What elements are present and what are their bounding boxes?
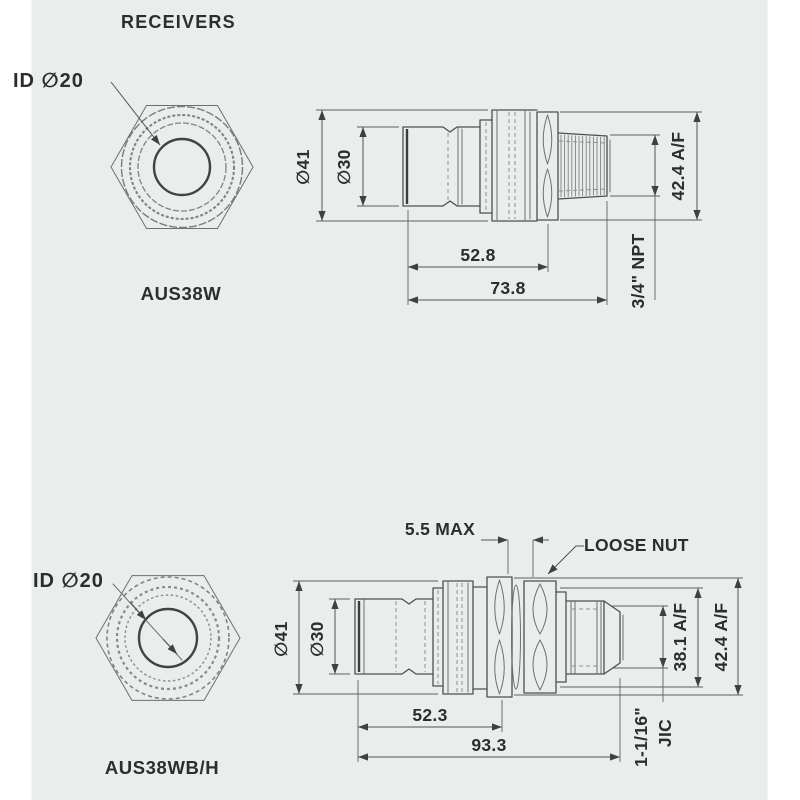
dim-thread-size: 1-1/16"	[631, 706, 651, 768]
dim-thread-type: JIC	[655, 718, 675, 748]
model-label: AUS38W	[140, 283, 222, 304]
id-label: ID ∅20	[33, 570, 104, 592]
drawing-background	[32, 0, 768, 800]
model-label: AUS38WB/H	[104, 757, 220, 778]
dim-nut-af: 38.1 A/F	[670, 602, 690, 672]
loose-nut-label: LOOSE NUT	[584, 535, 689, 555]
dim-overall-length: 93.3	[471, 735, 507, 755]
dim-body-length: 52.3	[412, 705, 448, 725]
dim-hex-af: 42.4 A/F	[711, 602, 731, 672]
dim-thread: 3/4" NPT	[628, 233, 648, 309]
dim-overall-length: 73.8	[490, 278, 526, 298]
id-label: ID ∅20	[13, 70, 84, 92]
dim-inner-dia: ∅30	[334, 149, 354, 185]
page-title: RECEIVERS	[121, 12, 236, 32]
dim-inner-dia: ∅30	[307, 621, 327, 657]
dim-body-length: 52.8	[460, 245, 496, 265]
dim-outer-dia: ∅41	[271, 621, 291, 657]
dim-outer-dia: ∅41	[293, 149, 313, 185]
dim-hex-af: 42.4 A/F	[668, 131, 688, 201]
dim-nut-travel: 5.5 MAX	[404, 519, 476, 539]
